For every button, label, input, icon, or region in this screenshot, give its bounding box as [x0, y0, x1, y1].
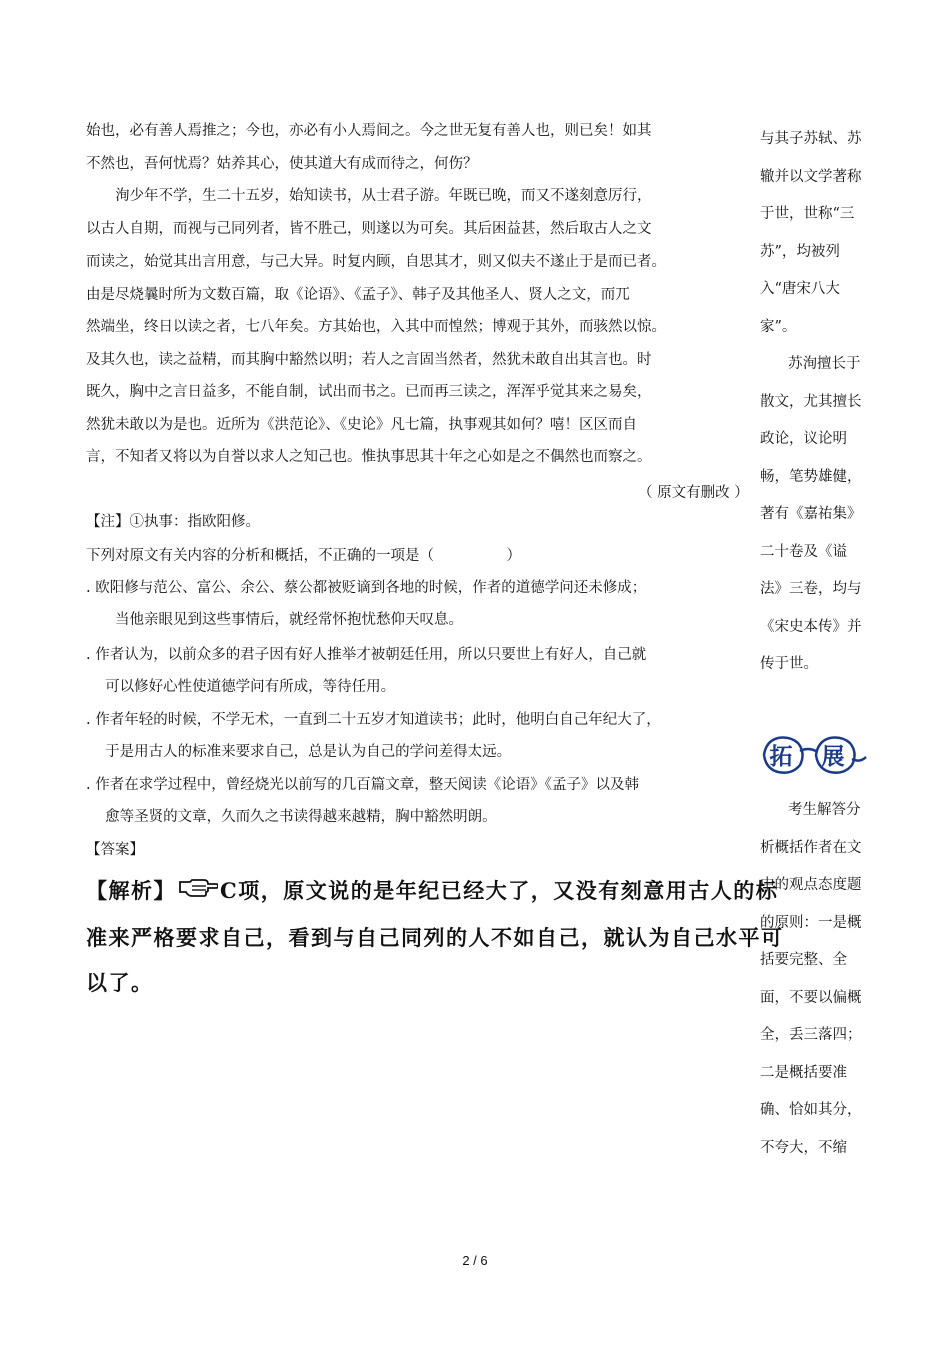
option-a-cont: 当他亲眼见到这些事情后，就经常怀抱忧愁仰天叹息。: [86, 612, 463, 628]
passage-line: 以古人自期，而视与己同列者，皆不胜己，则遂以为可矣。其后困益甚，然后取古人之文: [86, 221, 652, 237]
analysis-text: C项，原文说的是年纪已经大了，又没有刻意用古人的标准来严格要求自己，看到与自己同列的人不如自己，就认为自己水平可以了。: [86, 878, 784, 995]
passage-line: 由是尽烧曩时所为文数百篇，取《论语》、《孟子》、韩子及其他圣人、贤人之文，而兀: [86, 287, 630, 303]
analysis-label: 【解析】: [86, 878, 176, 903]
badge-char-1: 拓: [769, 744, 793, 770]
question-stem: 下列对原文有关内容的分析和概括，不正确的一项是（ ）: [86, 548, 521, 564]
passage-line: 然端坐，终日以读之者，七八年矣。方其始也，入其中而惶然；博观于其外，而骇然以惊。: [86, 319, 666, 335]
expand-badge: [760, 733, 870, 781]
sidebar-para-2: 苏洵擅长于散文，尤其擅长政论，议论明畅，笔势雄健，著有《嘉祐集》二十卷及《谥法》三卷，均与《宋史本传》并传于世。: [760, 356, 862, 672]
option-b: . 作者认为，以前众多的君子因有好人推举才被朝廷任用，所以只要世上有好人，自己就: [86, 647, 647, 663]
passage-line: 始也，必有善人焉推之；今也，亦必有小人焉间之。今之世无复有善人也，则已矣！如其: [86, 123, 652, 139]
passage-line: 既久，胸中之言日益多，不能自制，试出而书之。已而再三读之，浑浑乎觉其来之易矣，: [86, 384, 652, 400]
option-d: . 作者在求学过程中，曾经烧光以前写的几百篇文章，整天阅读《论语》《孟子》以及韩: [86, 777, 639, 793]
passage-line: 而读之，始觉其出言用意，与己大异。时复内顾，自思其才，则又似夫不遂止于是而已者。: [86, 254, 666, 270]
pointing-hand-icon: [178, 870, 218, 915]
option-c-cont: 于是用古人的标准来要求自己，总是认为自己的学问差得太远。: [86, 744, 512, 760]
badge-char-2: 展: [821, 744, 845, 770]
analysis-block: [86, 868, 796, 1005]
sidebar-column: [760, 121, 868, 684]
page-number: 2 / 6: [462, 1253, 488, 1268]
option-d-cont: 愈等圣贤的文章，久而久之书读得越来越精，胸中豁然明朗。: [86, 809, 497, 825]
sidebar-para-1: 与其子苏轼、苏辙并以文学著称于世，世称“三苏”，均被列入“唐宋八大家”。: [760, 131, 862, 335]
answer-label: 【答案】: [86, 842, 144, 858]
passage-line: 及其久也，读之益精，而其胸中豁然以明；若人之言固当然者，然犹未敢自出其言也。时: [86, 352, 652, 368]
source-note: （ 原文有删改 ）: [638, 485, 749, 501]
sidebar-para-3: 考生解答分析概括作者在文中的观点态度题的原则：一是概括要完整、全面，不要以偏概全，丢三落四；二是概括要准确、恰如其分，不夸大，不缩: [760, 802, 862, 1156]
footnote: 【注】①执事：指欧阳修。: [86, 514, 260, 530]
passage-line: 然犹未敢以为是也。近所为《洪范论》、《史论》凡七篇，执事观其如何？嘻！区区而自: [86, 417, 637, 433]
passage-line: 言，不知者又将以为自誉以求人之知己也。惟执事思其十年之心如是之不偶然也而察之。: [86, 449, 652, 465]
option-b-cont: 可以修好心性使道德学问有所成，等待任用。: [86, 679, 396, 695]
passage-line: 不然也，吾何忧焉？姑养其心，使其道大有成而待之，何伤？: [86, 156, 478, 172]
sidebar-tip: [760, 792, 868, 1167]
passage-line: 洵少年不学，生二十五岁，始知读书，从士君子游。年既已晚，而又不遂刻意厉行，: [86, 188, 652, 204]
option-a: . 欧阳修与范公、富公、余公、蔡公都被贬谪到各地的时候，作者的道德学问还未修成；: [86, 580, 647, 596]
option-c: . 作者年轻的时候，不学无术，一直到二十五岁才知道读书；此时，他明白自己年纪大了，: [86, 712, 661, 728]
